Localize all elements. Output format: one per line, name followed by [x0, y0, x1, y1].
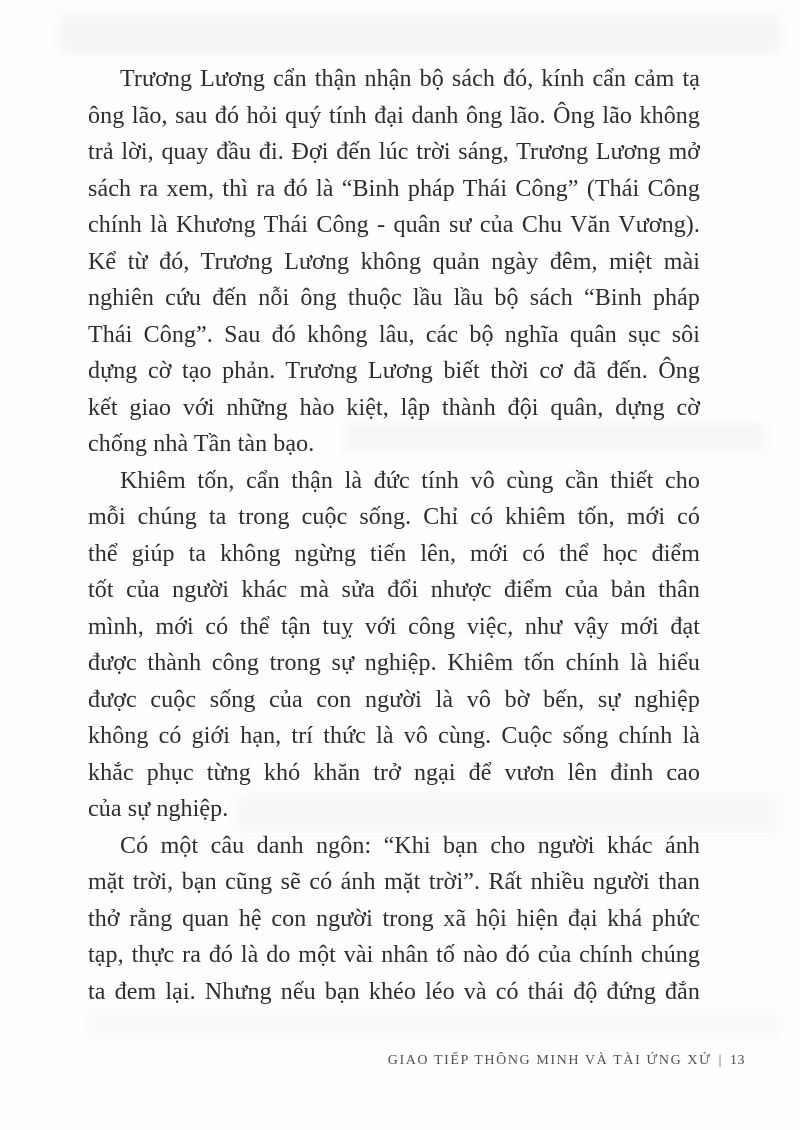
text-line: kết giao với những hào kiệt, lập thành đội quân, dựng cờ [88, 394, 700, 421]
text-line: được thành công trong sự nghiệp. Khiêm tốn chính là hiểu [88, 650, 700, 676]
text-line: nghiên cứu đến nỗi ông thuộc lầu lầu bộ sách “Binh pháp [88, 285, 700, 311]
text-line: tốt của người khác mà sửa đổi nhược điểm của bản thân [88, 577, 700, 603]
text-line: của sự nghiệp. [88, 796, 229, 822]
running-title: GIAO TIẾP THÔNG MINH VÀ TÀI ỨNG XỬ [387, 1053, 712, 1068]
scan-artifact [90, 1012, 780, 1036]
text-line: Có một câu danh ngôn: “Khi bạn cho người khác ánh [120, 832, 700, 859]
text-line: mặt trời, bạn cũng sẽ có ánh mặt trời”. Rất nhiều người than [88, 869, 700, 895]
text-line: Trương Lương cẩn thận nhận bộ sách đó, kính cẩn cảm tạ [120, 66, 700, 92]
scan-artifact [60, 14, 780, 54]
text-line: sách ra xem, thì ra đó là “Binh pháp Thái Công” (Thái Công [88, 175, 700, 202]
text-line: khắc phục từng khó khăn trở ngại để vươn lên đỉnh cao [88, 759, 700, 786]
paragraph [88, 463, 700, 828]
text-line: ông lão, sau đó hỏi quý tính đại danh ông lão. Ông lão không [88, 102, 700, 129]
text-line: Kể từ đó, Trương Lương không quản ngày đêm, miệt mài [88, 248, 700, 275]
paragraph [88, 61, 700, 463]
page-number: 13 [730, 1053, 745, 1068]
text-line: mình, mới có thể tận tuỵ với công việc, như vậy mới đạt [88, 613, 700, 640]
paragraph [88, 828, 700, 1011]
text-line: tạp, thực ra đó là do một vài nhân tố nào đó của chính chúng [88, 942, 700, 968]
text-line: không có giới hạn, trí thức là vô cùng. Cuộc sống chính là [88, 723, 700, 749]
text-line: trả lời, quay đầu đi. Đợi đến lúc trời sáng, Trương Lương mở [88, 139, 700, 165]
page-footer [388, 1053, 745, 1069]
text-line: Khiêm tốn, cẩn thận là đức tính vô cùng cần thiết cho [120, 467, 700, 494]
text-line: thể giúp ta không ngừng tiến lên, mới có thể học điểm [88, 540, 700, 567]
text-line: chống nhà Tần tàn bạo. [88, 431, 315, 457]
text-line: thở rằng quan hệ con người trong xã hội hiện đại khá phức [88, 905, 700, 932]
text-block [88, 61, 700, 1010]
text-line: chính là Khương Thái Công - quân sư của Chu Văn Vương). [88, 212, 700, 238]
text-line: dựng cờ tạo phản. Trương Lương biết thời cơ đã đến. Ông [88, 358, 700, 384]
footer-separator: | [718, 1053, 723, 1068]
text-line: ta đem lại. Nhưng nếu bạn khéo léo và có thái độ đứng đắn [88, 978, 700, 1005]
text-line: được cuộc sống của con người là vô bờ bến, sự nghiệp [88, 686, 700, 713]
text-line: mỗi chúng ta trong cuộc sống. Chỉ có khiêm tốn, mới có [88, 504, 700, 530]
text-line: Thái Công”. Sau đó không lâu, các bộ nghĩa quân sục sôi [88, 321, 700, 348]
